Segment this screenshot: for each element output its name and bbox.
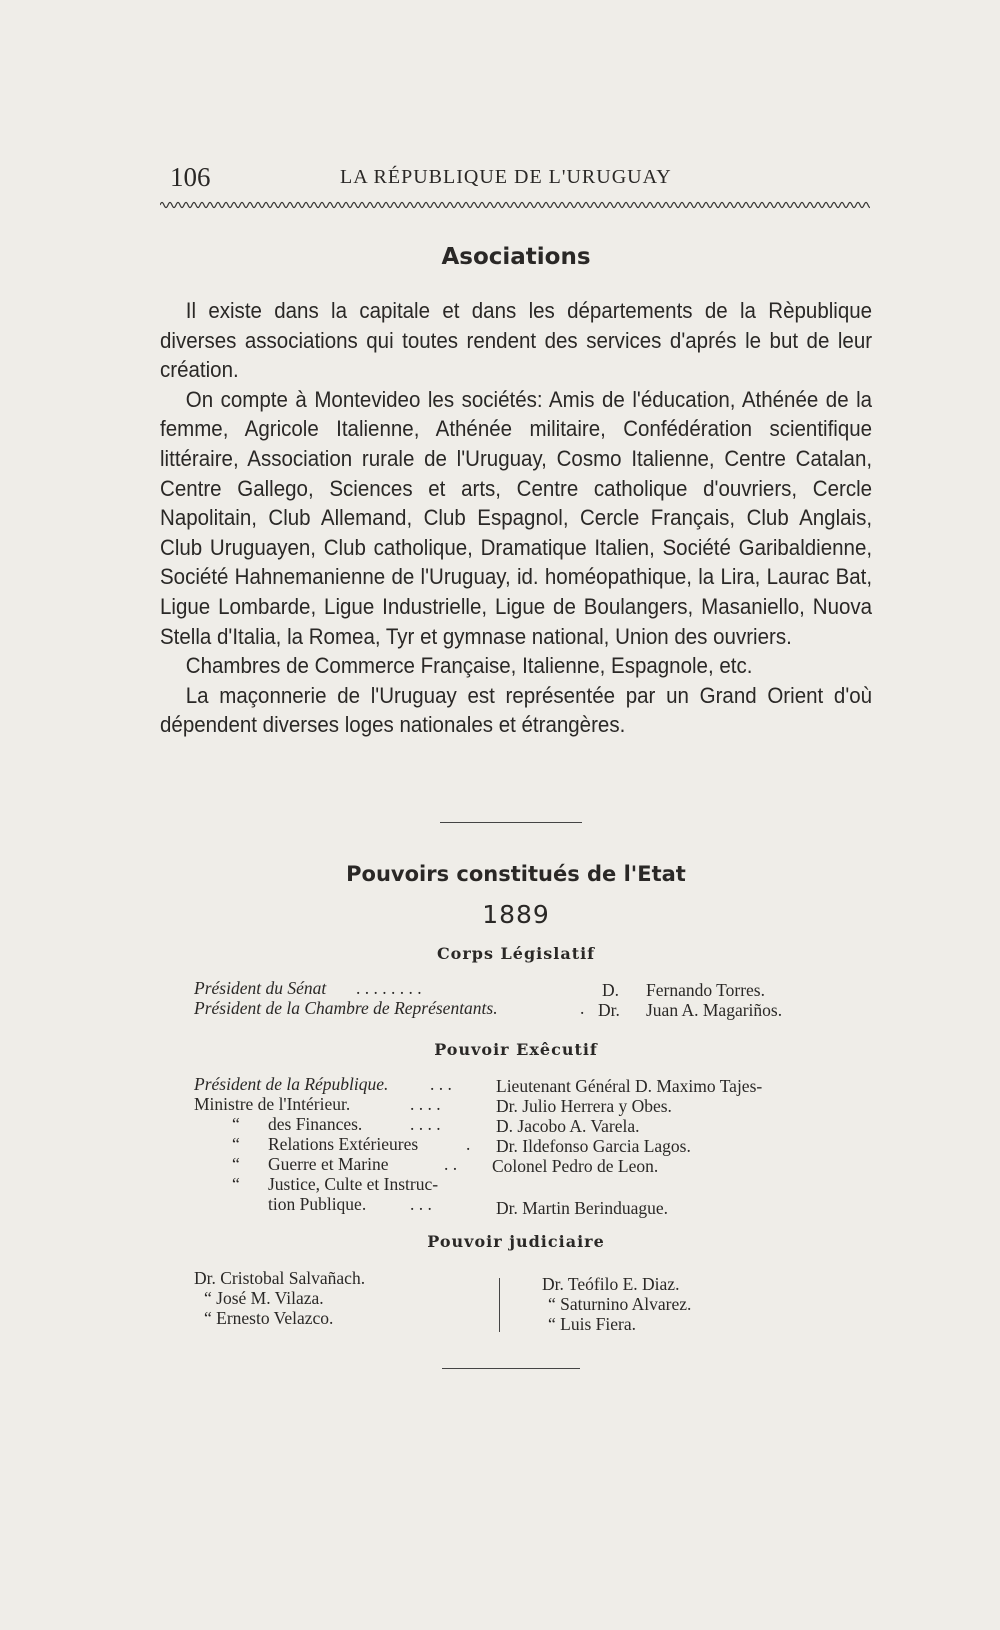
judge-name: “ José M. Vilaza. bbox=[204, 1288, 324, 1308]
judge-name: Dr. Cristobal Salvañach. bbox=[194, 1268, 366, 1288]
ditto-mark: “ bbox=[232, 1114, 240, 1134]
section-divider bbox=[440, 822, 582, 823]
associations-text bbox=[160, 296, 872, 740]
judiciaire-title: Pouvoir judiciaire bbox=[427, 1232, 605, 1251]
legislatif-role: Président du Sénat bbox=[194, 978, 327, 998]
judge-name: “ Ernesto Velazco. bbox=[204, 1308, 334, 1328]
ditto-mark: “ bbox=[232, 1154, 240, 1174]
wavy-rule bbox=[160, 198, 870, 212]
leader-dots: . . . bbox=[430, 1074, 452, 1094]
legislatif-title: Corps Législatif bbox=[436, 944, 596, 963]
executif-role: Relations Extérieures bbox=[268, 1134, 419, 1154]
executif-role: Ministre de l'Intérieur. bbox=[194, 1094, 351, 1114]
executif-role: Président de la République. bbox=[194, 1074, 389, 1094]
executif-role: tion Publique. bbox=[268, 1194, 367, 1214]
legislatif-name: Juan A. Magariños. bbox=[646, 1000, 783, 1020]
paragraph: On compte à Montevideo les sociétés: Amis de l'éducation, Athénée de la femme, Agricole Italienne, Athénée militaire, Confédération scientifique littéraire, Association rurale de l'Uruguay, Cosmo Italienne, Centre Catalan, Centre Gallego, Sciences et arts, Centre catholique d'ouvriers, Cercle Napolitain, Club Allemand, Club Espagnol, Cercle Français, Club Anglais, Club Uruguayen, Club catholique, Dramatique Italien, Société Garibaldienne, Société Hahnemanienne de l'Uruguay, id. homéopathique, la Lira, Laurac Bat, Ligue Lombarde, Ligue Industrielle, Ligue de Boulangers, Masaniello, Nuova Stella d'Italia, la Romea, Tyr et gymnase national, Union des ouvriers. bbox=[160, 386, 873, 649]
legislatif-title-abbr: Dr. bbox=[598, 1000, 620, 1020]
executif-name: Dr. Martin Berinduague. bbox=[496, 1198, 669, 1218]
judge-name: Dr. Teófilo E. Diaz. bbox=[542, 1274, 680, 1294]
page-number: 106 bbox=[170, 162, 211, 192]
paragraph: La maçonnerie de l'Uruguay est représentée par un Grand Orient d'où dépendent diverses loges nationales et étrangères. bbox=[160, 682, 873, 738]
legislatif-role: Président de la Chambre de Représentants. bbox=[194, 998, 498, 1018]
pouvoirs-heading: Pouvoirs constitués de l'Etat bbox=[346, 862, 686, 886]
ditto-mark: “ bbox=[232, 1134, 240, 1154]
executif-name: Dr. Julio Herrera y Obes. bbox=[496, 1096, 672, 1116]
executif-role: des Finances. bbox=[268, 1114, 363, 1134]
paragraph: Chambres de Commerce Française, Italienne, Espagnole, etc. bbox=[185, 653, 753, 679]
column-divider bbox=[499, 1278, 500, 1332]
legislatif-title-abbr: D. bbox=[602, 980, 620, 1000]
leader-dots: . . . bbox=[410, 1194, 432, 1214]
executif-role: Justice, Culte et Instruc- bbox=[268, 1174, 439, 1194]
ditto-mark: “ bbox=[232, 1174, 240, 1194]
leader-dots: . . . . bbox=[410, 1094, 441, 1114]
associations-heading: Asociations bbox=[441, 244, 591, 270]
leader-dots: . . . . . . . . bbox=[356, 978, 422, 998]
section-divider bbox=[442, 1368, 580, 1369]
executif-name: D. Jacobo A. Varela. bbox=[496, 1116, 640, 1136]
leader-dots: . . . . bbox=[410, 1114, 441, 1134]
paragraph: Il existe dans la capitale et dans les départements de la Rèpublique diverses associations qui toutes rendent des services d'aprés le but de leur création. bbox=[160, 298, 873, 383]
executif-name: Lieutenant Général D. Maximo Tajes- bbox=[496, 1076, 763, 1096]
executif-role: Guerre et Marine bbox=[268, 1154, 389, 1174]
judge-name: “ Saturnino Alvarez. bbox=[548, 1294, 692, 1314]
running-header bbox=[170, 162, 870, 198]
leader-dots: . . bbox=[444, 1154, 458, 1174]
legislatif-name: Fernando Torres. bbox=[646, 980, 765, 1000]
leader-dots: . bbox=[466, 1134, 471, 1154]
running-title: LA RÉPUBLIQUE DE L'URUGUAY bbox=[340, 166, 672, 188]
year: 1889 bbox=[482, 900, 550, 929]
executif-name: Dr. Ildefonso Garcia Lagos. bbox=[496, 1136, 691, 1156]
executif-title: Pouvoir Exêcutif bbox=[434, 1040, 598, 1059]
leader-dots: . bbox=[580, 998, 585, 1018]
judge-name: “ Luis Fiera. bbox=[548, 1314, 636, 1334]
executif-name: Colonel Pedro de Leon. bbox=[492, 1156, 659, 1176]
